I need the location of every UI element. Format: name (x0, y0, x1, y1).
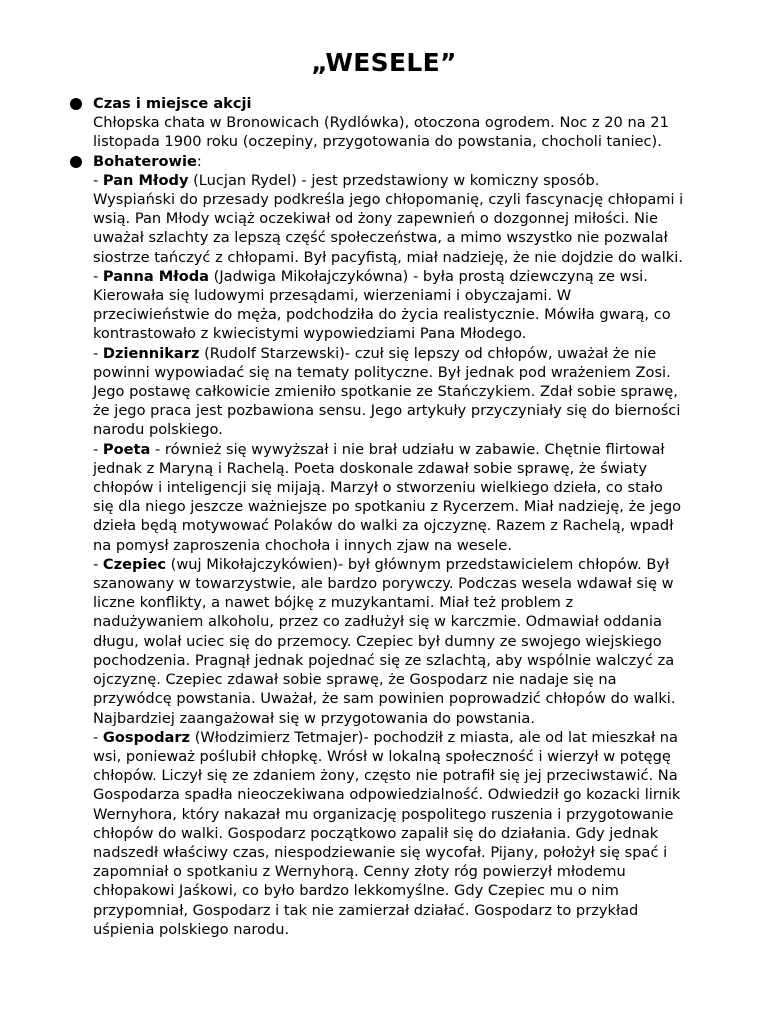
text-line: wsi, ponieważ poślubił chłopkę. Wrósł w lokalną społeczność i wierzył w potęgę (93, 747, 671, 765)
text-line: długu, wolał uciec się do przemocy. Czepiec był dumny ze swojego wiejskiego (93, 632, 662, 650)
text-line: przypomniał, Gospodarz i tak nie zamierzał działać. Gospodarz to przykład (93, 901, 639, 919)
text-line: dzieła będą motywować Polaków do walki za ojczyznę. Razem z Rachelą, wpadł (93, 517, 674, 535)
text-line: pochodzenia. Pragnął jednak pojednać się ze szlachtą, aby wspólnie walczyć za (93, 651, 675, 669)
text-line: uśpienia polskiego narodu. (93, 920, 290, 938)
page-title: „WESELE” (311, 48, 457, 77)
section-heading: Bohaterowie: (93, 152, 202, 170)
character-intro: - Czepiec (wuj Mikołajczykówien)- był głównym przedstawicielem chłopów. Był (93, 555, 670, 573)
text-line: zapomniał o spotkaniu z Wernyhorą. Cenny złoty róg powierzył młodemu (93, 863, 626, 881)
text-line: chłopakowi Jaśkowi, co było bardzo lekkomyślne. Gdy Czepiec mu o nim (93, 882, 619, 900)
text-line: powinni wypowiadać się na tematy polityczne. Był jednak pod wrażeniem Zosi. (93, 363, 671, 381)
text-line: Wyspiański do przesady podkreśla jego chłopomanię, czyli fascynację chłopami i (93, 191, 684, 209)
text-line: liczne konflikty, a nawet bójkę z muzykantami. Miał też problem z (93, 594, 574, 612)
character-intro: - Panna Młoda (Jadwiga Mikołajczykówna) - była prostą dziewczyną ze wsi. (93, 267, 648, 285)
character-entry (93, 344, 720, 440)
text-line: chłopów do walki. Gospodarz początkowo zapalił się do działania. Gdy jednak (93, 824, 659, 842)
character-name: Poeta (102, 440, 151, 458)
character-name: Dziennikarz (102, 344, 200, 362)
text-line: listopada 1900 roku (oczepiny, przygotowania do powstania, chocholi taniec). (93, 133, 662, 151)
character-intro: - Pan Młody (Lucjan Rydel) - jest przedstawiony w komiczny sposób. (93, 171, 600, 189)
text-line: przywódcę powstania. Uważał, że sam powinien poprowadzić chłopów do walki. (93, 690, 676, 708)
text-line: Gospodarza spadła nieoczekiwana odpowiedzialność. Odwiedził go kozacki lirnik (93, 786, 681, 804)
text-line: kontrastowało z kwiecistymi wypowiedziami Pana Młodego. (93, 325, 527, 343)
text-line: nadszedł właściwy czas, niespodziewanie się wycofał. Pijany, położył się spać i (93, 843, 668, 861)
character-entry (93, 171, 720, 267)
text-line: Wernyhora, który nakazał mu organizację pospolitego ruszenia i przygotowanie (93, 805, 674, 823)
text-line: Kierowała się ludowymi przesądami, wierzeniami i obyczajami. W (93, 287, 572, 305)
text-line: Jego postawę całkowicie zmieniło spotkanie ze Stańczykiem. Zdał sobie sprawę, (93, 383, 678, 401)
text-line: szanowany w towarzystwie, ale bardzo porywczy. Podczas wesela wdawał się w (93, 575, 674, 593)
text-line: wsią. Pan Młody wciąż oczekiwał od żony zapewnień o dozgonnej miłości. Nie (93, 210, 658, 228)
character-entry (93, 728, 720, 939)
section-heading: Czas i miejsce akcji (93, 95, 252, 112)
text-line: Najbardziej zaangażował się w przygotowania do powstania. (93, 709, 535, 727)
character-name: Gospodarz (102, 728, 191, 746)
bullet-icon (70, 98, 82, 110)
text-line: chłopów i inteligencji się mijają. Marzył o stworzeniu wielkiego dzieła, co stało (93, 479, 663, 497)
character-intro: - Poeta - również się wywyższał i nie brał udziału w zabawie. Chętnie flirtował (93, 440, 665, 458)
character-intro: - Dziennikarz (Rudolf Starzewski)- czuł się lepszy od chłopów, uważał że nie (93, 344, 657, 362)
character-entry (93, 267, 720, 344)
text-line: że jego praca jest pozbawiona sensu. Jego artykuły przyczyniały się do bierności (93, 402, 681, 420)
character-entry (93, 440, 720, 555)
character-name: Pan Młody (102, 171, 189, 189)
character-name: Czepiec (102, 555, 167, 573)
text-line: ojczyznę. Czepiec zdawał sobie sprawę, że Gospodarz nie nadaje się na (93, 671, 617, 689)
section-setting (70, 94, 720, 152)
text-line: Chłopska chata w Bronowicach (Rydlówka), otoczona ogrodem. Noc z 20 na 21 (93, 114, 669, 132)
text-line: chłopów. Liczył się ze zdaniem żony, często nie potrafił się jej przeciwstawić. Na (93, 767, 678, 785)
character-entry (93, 555, 720, 728)
text-line: uważał szlachty za lepszą część społeczeństwa, a mimo wszystko nie pozwalał (93, 229, 668, 247)
section-characters (70, 152, 720, 939)
text-line: na pomysł zaproszenia chochoła i innych zjaw na wesele. (93, 536, 513, 554)
text-line: siostrze tańczyć z chłopami. Był pacyfistą, miał nadzieję, że nie dojdzie do walki. (93, 248, 683, 266)
text-line: jednak z Maryną i Rachelą. Poeta doskonale zdawał sobie sprawę, że światy (93, 459, 648, 477)
text-line: narodu polskiego. (93, 421, 223, 439)
text-line: przeciwieństwie do męża, podchodziła do życia realistycznie. Mówiła gwarą, co (93, 306, 671, 324)
text-line: się dla niego jeszcze ważniejsze po spotkaniu z Rycerzem. Miał nadzieję, że jego (93, 498, 682, 516)
bullet-icon (70, 156, 82, 168)
character-name: Panna Młoda (102, 267, 210, 285)
character-intro: - Gospodarz (Włodzimierz Tetmajer)- pochodził z miasta, ale od lat mieszkał na (93, 728, 679, 746)
text-line: nadużywaniem alkoholu, przez co zadłużył się w karczmie. Odmawiał oddania (93, 613, 662, 631)
document-body (70, 94, 720, 939)
